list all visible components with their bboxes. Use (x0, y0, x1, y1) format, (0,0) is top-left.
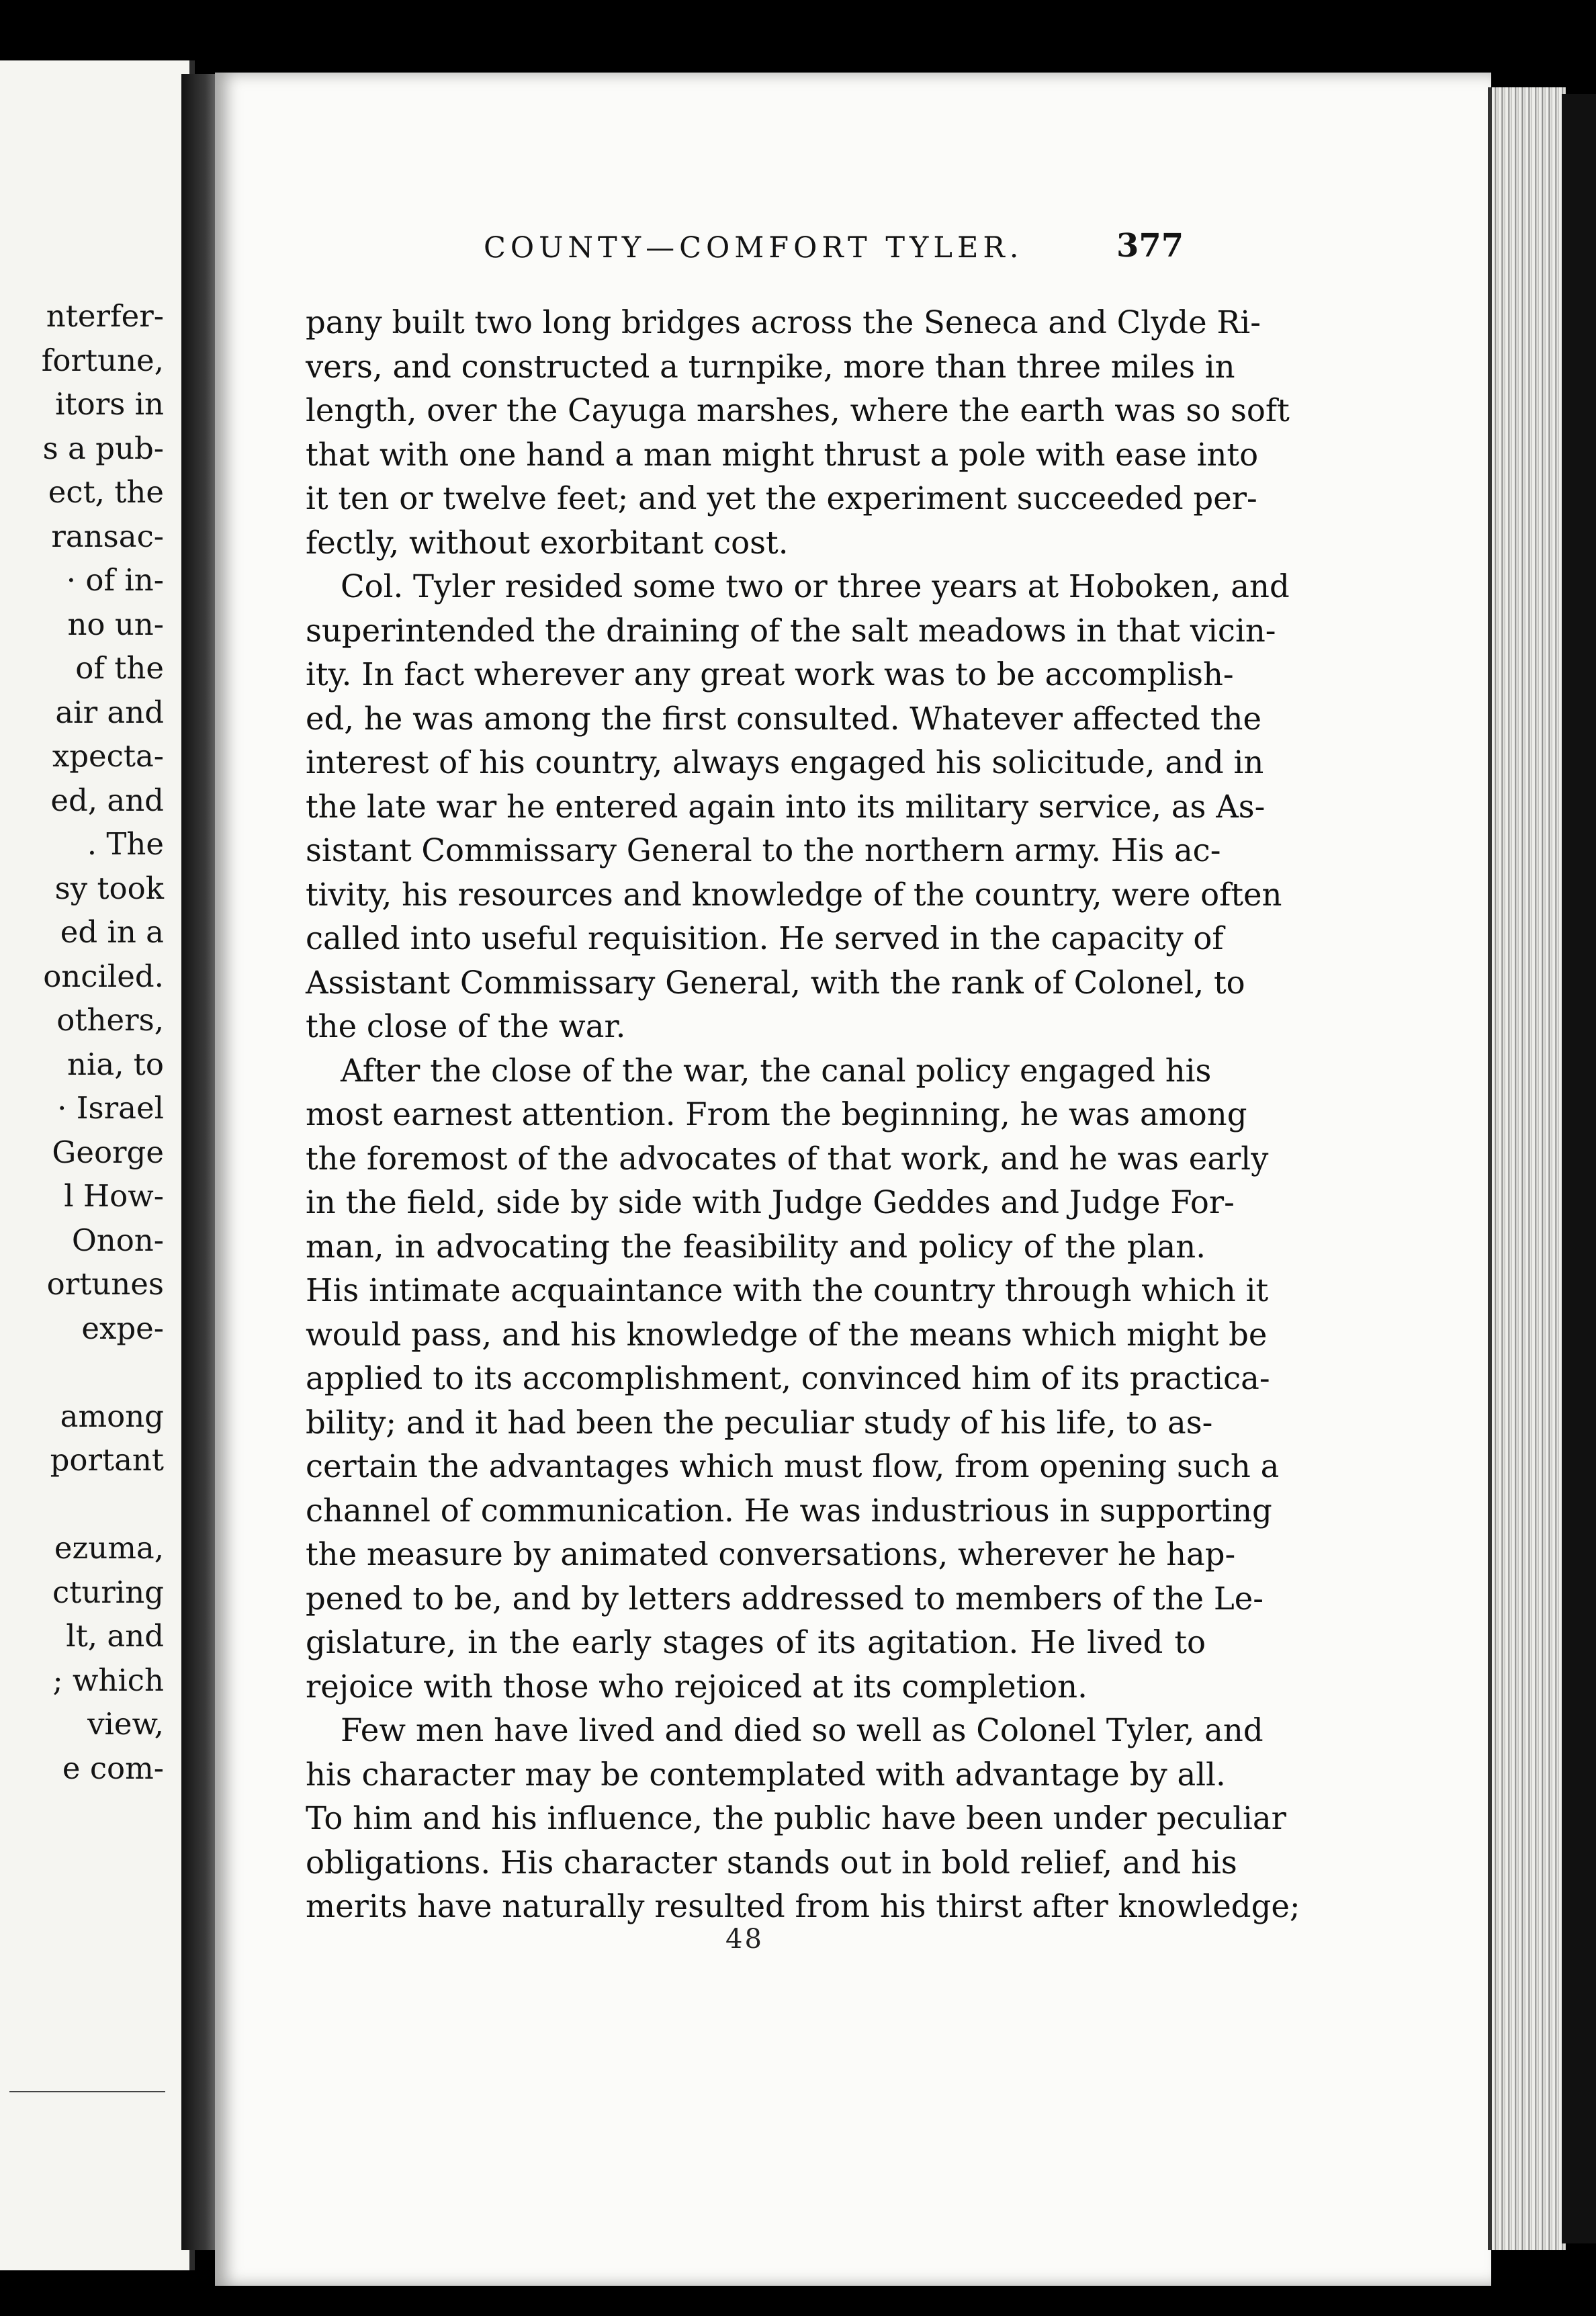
text-line: in the field, side by side with Judge Geddes and Judge For- (306, 1184, 1235, 1220)
text-line: pened to be, and by letters addressed to members of the Le- (306, 1580, 1264, 1617)
left-page-line: ed, and (50, 782, 164, 818)
text-line: His intimate acquaintance with the country through which it (306, 1272, 1269, 1308)
left-page-line: ect, the (48, 474, 164, 510)
text-line: gislature, in the early stages of its agitation. He lived to (306, 1624, 1206, 1660)
left-page-line: portant (50, 1442, 164, 1478)
page-edges (1488, 87, 1566, 2250)
left-page-line: ezuma, (54, 1530, 164, 1566)
left-page-line: view, (87, 1706, 164, 1742)
left-page-line: . The (87, 826, 164, 862)
text-line: ity. In fact wherever any great work was to be accomplish- (306, 656, 1234, 693)
body-text (306, 301, 1300, 1929)
text-line: that with one hand a man might thrust a pole with ease into (306, 436, 1259, 473)
left-page-line: lt, and (66, 1618, 164, 1654)
text-line: merits have naturally resulted from his thirst after knowledge; (306, 1888, 1300, 1924)
text-line: would pass, and his knowledge of the means which might be (306, 1316, 1268, 1353)
left-page-line: nia, to (67, 1046, 164, 1082)
left-page-line: onciled. (43, 958, 164, 994)
page-number: 377 (1116, 227, 1184, 265)
edge-shadow (1562, 94, 1596, 2243)
left-page-line: · of in- (66, 562, 164, 598)
text-line: the foremost of the advocates of that work, and he was early (306, 1140, 1269, 1177)
left-page-line: George (52, 1134, 164, 1170)
text-line: Col. Tyler resided some two or three years at Hoboken, and (341, 568, 1290, 605)
text-line: the close of the war. (306, 1008, 626, 1044)
text-line: Few men have lived and died so well as Colonel Tyler, and (341, 1712, 1264, 1748)
text-line: rejoice with those who rejoiced at its completion. (306, 1668, 1088, 1705)
left-page-line: ortunes (46, 1266, 164, 1302)
text-line: his character may be contemplated with advantage by all. (306, 1756, 1226, 1793)
left-page-line: cturing (52, 1574, 164, 1610)
left-page-line: air and (55, 694, 164, 730)
text-line: man, in advocating the feasibility and policy of the plan. (306, 1228, 1206, 1265)
text-line: pany built two long bridges across the Seneca and Clyde Ri- (306, 304, 1261, 341)
text-line: After the close of the war, the canal policy engaged his (341, 1052, 1212, 1089)
left-page-line: l How- (64, 1178, 164, 1214)
left-page-line: among (60, 1398, 164, 1434)
text-line: superintended the draining of the salt meadows in that vicin- (306, 612, 1276, 649)
left-page-line: ; which (52, 1662, 164, 1698)
text-line: most earnest attention. From the beginning, he was among (306, 1096, 1247, 1132)
left-page-line: e com- (62, 1750, 164, 1786)
text-line: length, over the Cayuga marshes, where the earth was so soft (306, 392, 1290, 429)
text-line: certain the advantages which must flow, from opening such a (306, 1448, 1280, 1484)
left-page-line: s a pub- (42, 430, 164, 466)
left-page-line: ed in a (60, 914, 164, 950)
left-page-line: others, (56, 1002, 164, 1038)
text-line: ed, he was among the first consulted. Whatever affected the (306, 700, 1261, 737)
footnote-rule (9, 2091, 165, 2092)
text-line: tivity, his resources and knowledge of the country, were often (306, 876, 1282, 913)
left-page-line: · Israel (57, 1090, 164, 1126)
text-line: bility; and it had been the peculiar study of his life, to as- (306, 1404, 1213, 1441)
previous-page-fragment (0, 60, 195, 2270)
text-line: Assistant Commissary General, with the rank of Colonel, to (306, 964, 1245, 1001)
text-line: called into useful requisition. He served in the capacity of (306, 920, 1224, 956)
left-page-line: ransac- (51, 518, 164, 554)
left-page-line: xpecta- (52, 738, 164, 774)
left-page-line: fortune, (41, 342, 164, 378)
text-line: sistant Commissary General to the northern army. His ac- (306, 832, 1221, 868)
text-line: interest of his country, always engaged his solicitude, and in (306, 744, 1264, 781)
left-page-line: of the (75, 650, 164, 686)
text-line: To him and his influence, the public have been under peculiar (306, 1800, 1286, 1836)
text-line: the measure by animated conversations, wherever he hap- (306, 1536, 1236, 1572)
text-line: fectly, without exorbitant cost. (306, 524, 789, 561)
text-line: the late war he entered again into its military service, as As- (306, 788, 1266, 825)
running-head: COUNTY—COMFORT TYLER. (484, 231, 1024, 265)
signature-mark: 48 (725, 1924, 764, 1955)
left-page-line: expe- (81, 1310, 164, 1346)
left-page-line: itors in (55, 386, 164, 422)
left-page-line: Onon- (71, 1222, 164, 1258)
text-line: vers, and constructed a turnpike, more than three miles in (306, 348, 1235, 385)
left-page-line: nterfer- (46, 298, 164, 334)
text-line: applied to its accomplishment, convinced him of its practica- (306, 1360, 1270, 1396)
left-page-line: sy took (54, 870, 164, 906)
left-page-line: no un- (67, 606, 164, 642)
text-line: obligations. His character stands out in bold relief, and his (306, 1844, 1237, 1881)
text-line: it ten or twelve feet; and yet the experiment succeeded per- (306, 480, 1257, 517)
text-line: channel of communication. He was industrious in supporting (306, 1492, 1272, 1529)
